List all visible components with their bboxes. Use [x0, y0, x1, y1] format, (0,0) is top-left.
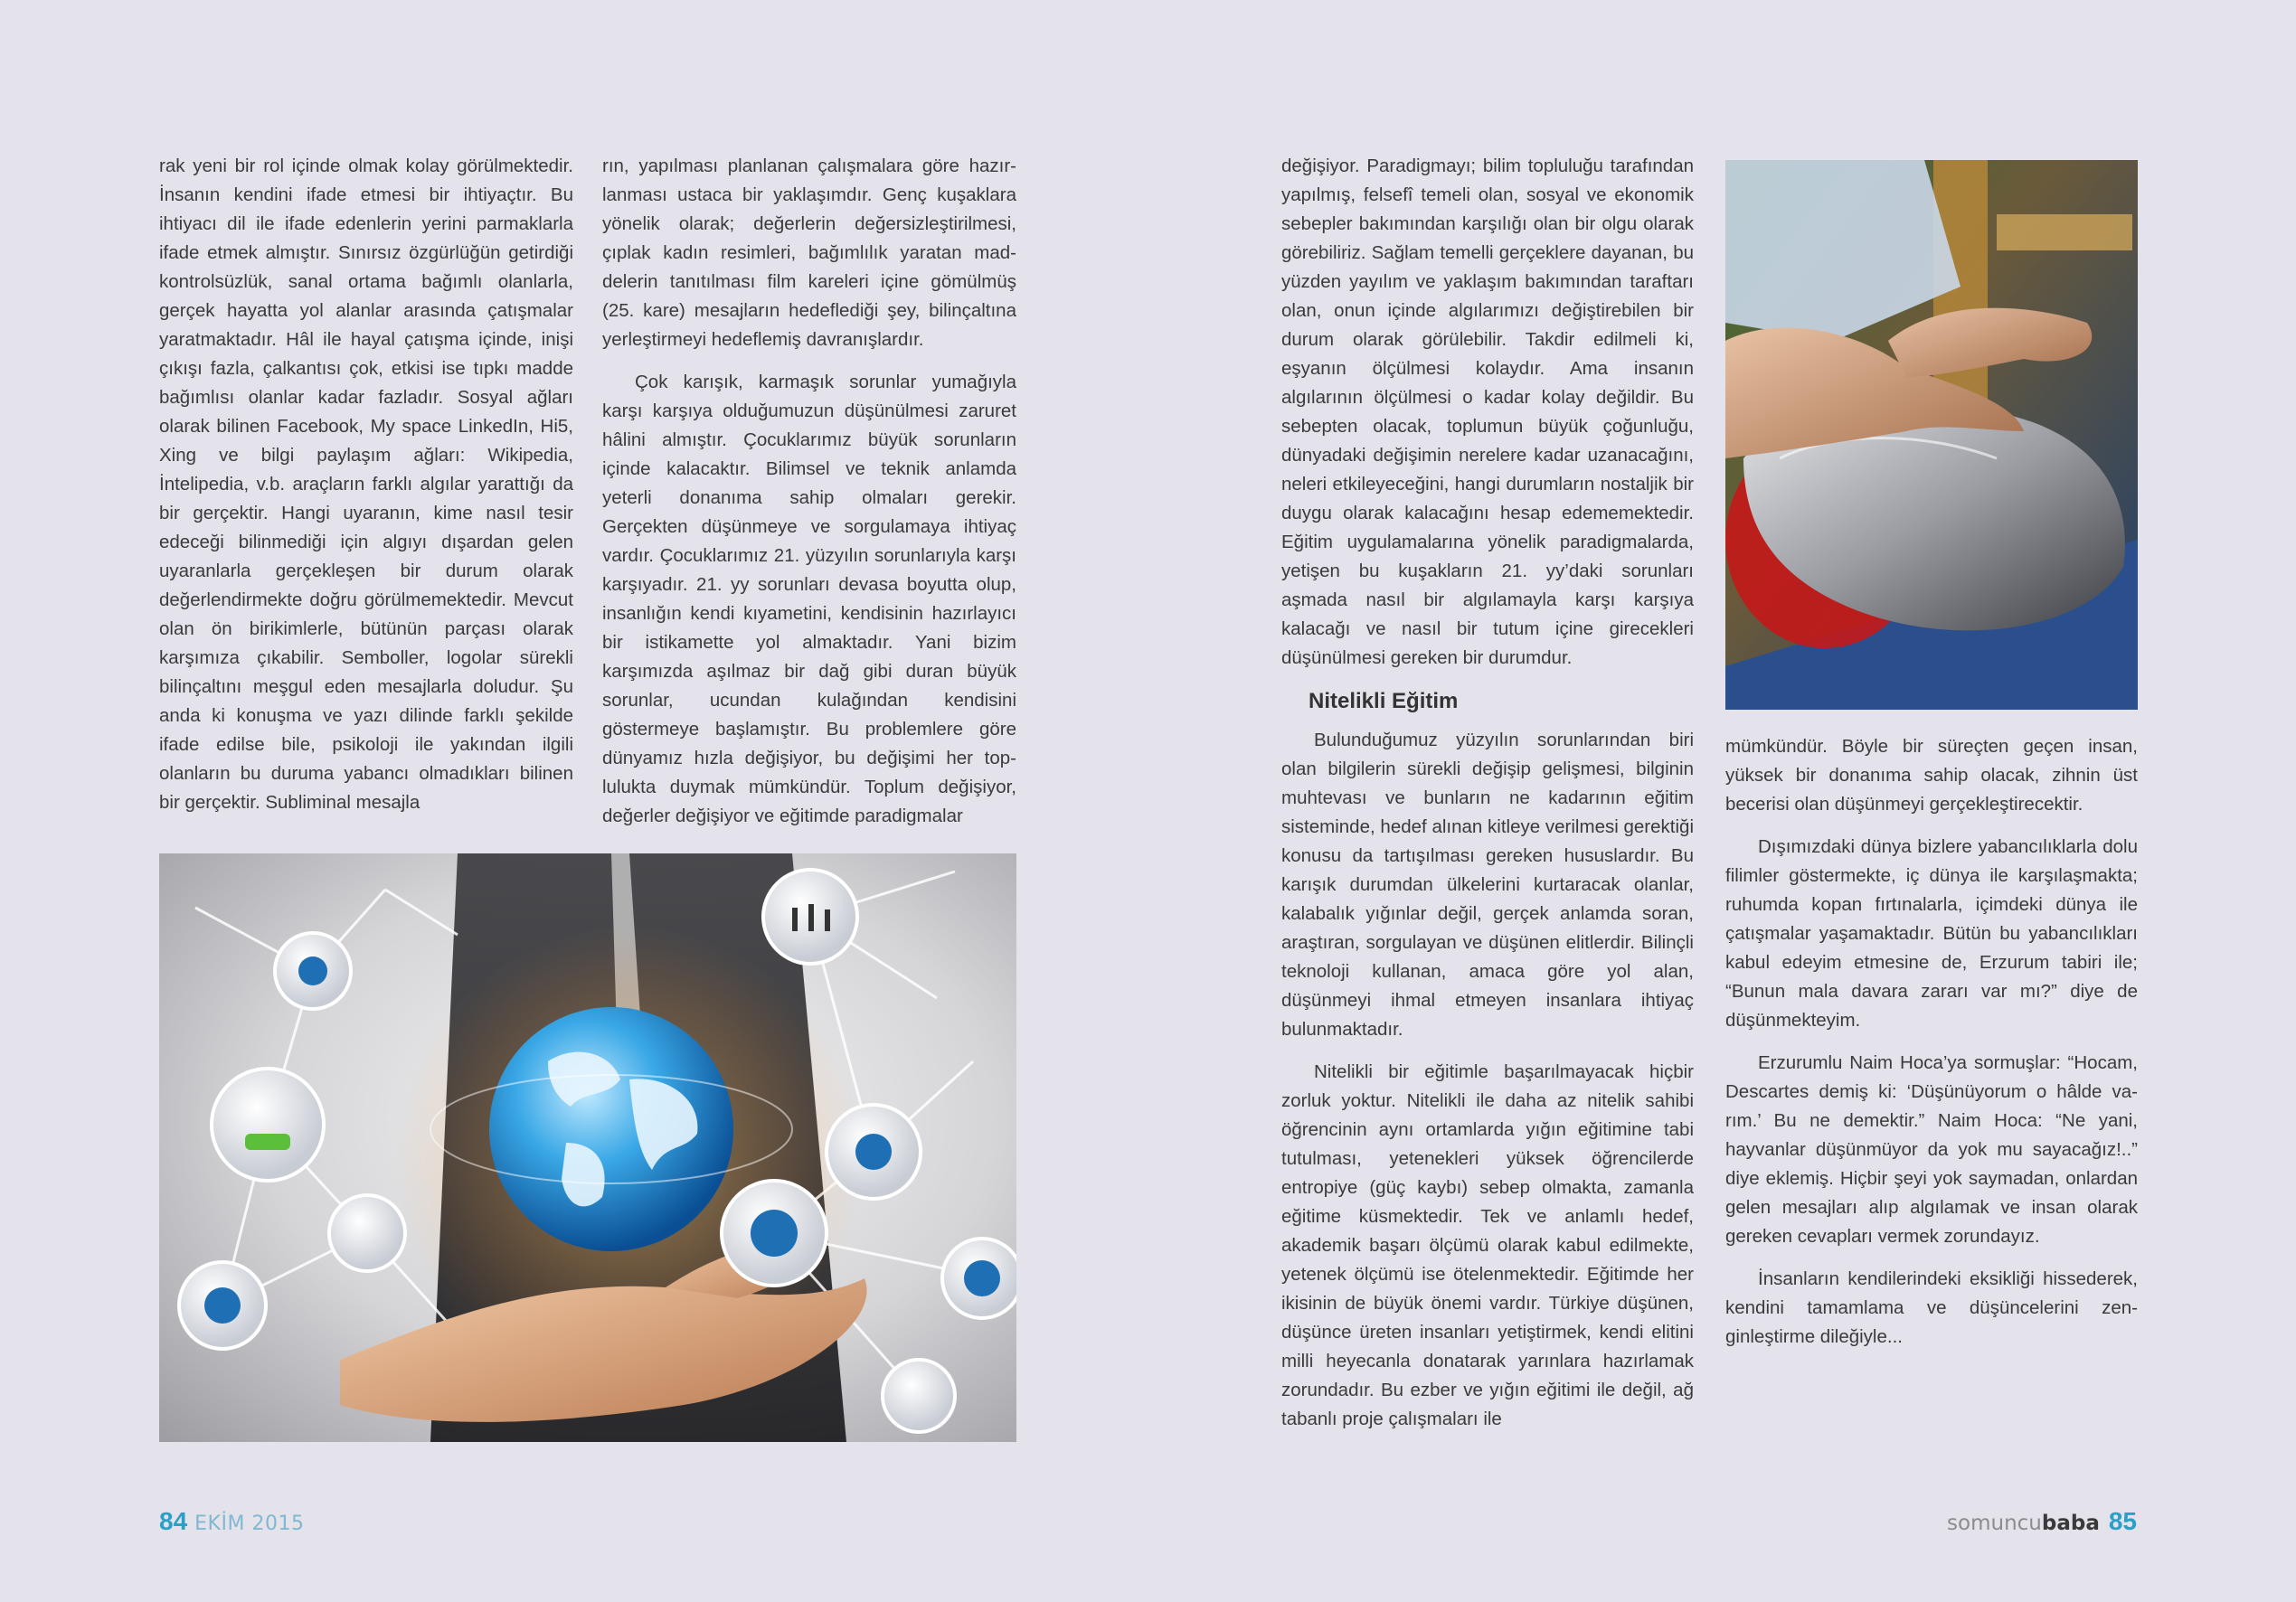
page-number-right: 85: [2108, 1507, 2137, 1535]
paragraph: rak yeni bir rol içinde olmak kolay görülmektedir. İnsanın kendini ifade etmesi bir ihtiyaçtır. Bu ihtiyacı dil ile ifade edenlerin yerini parmaklarla ifade etmek almıştır. Sınırsız özgürlüğün getirdiği kontrolsüzlük, sanal ortama bağımlı olanlarla, gerçek hayatta yol alanlar arasında çatışmalar yaratmaktadır. Hâl ile hayal çatışma içinde, inişi çıkışı fazla, çalkantısı çok, etkisi ise tıpkı madde bağımlısı olanlar kadar fazladır. Sosyal ağları olarak bilinen Facebook, My space LinkedIn, Hi5, Xing ve bilgi paylaşım ağları: Wikipedia, İntelipedia, v.b. araçların farklı algılar yarattığı da bir gerçektir. Hangi uyaranın, kime nasıl tesir edeceği bilinmediği için algıyı dışardan gelen uyaranlarla gerçekleşen bir durum olarak değerlendirmekte doğru görülmemektedir. Mevcut olan ön birikimlerle, bütünün parçası olarak karşımıza çıkabilir. Semboller, logolar sürekli bilinçaltını meşgul eden mesajlarla doludur. Şu anda ki konuşma ve yazı dilinde farklı şekilde ifade edilse bile, psikoloji ile yakından ilgili olanların bu duruma yabancı olmadıkları bilinen bir gerçektir. Subliminal mesajla: [159, 155, 573, 813]
paragraph: Erzurumlu Naim Hoca’ya sormuşlar: “Hocam, Descartes demiş ki: ‘Düşünüyorum o hâlde varım.’ Bu ne demektir.” Naim Hoca: “Ne yani, hayvanlar düşünmüyor da yok mu sayacağız!..” diye eklemiş. Hiçbir şeyi yok saymadan, onlardan gelen mesajları alıp algılamak ve insan olarak gereken cevapları vermek zorundayız.: [1725, 1052, 2138, 1247]
brand-name-part2: baba: [2041, 1512, 2100, 1535]
text-column-2: [602, 152, 1016, 844]
paragraph: İnsanların kendilerindeki eksikliği hissederek, kendini tamamlama ve düşüncelerini zenginleştirme dileğiyle...: [1725, 1268, 2138, 1347]
paragraph: Bulunduğumuz yüzyılın sorunlarından biri olan bilgilerin sürekli değişip gelişmesi, bilginin muhtevası ve bunların ne kadarının eğitim sisteminde, hedef alınan kitleye verilmesi gerektiği konusu da tartışılması gereken hususlardır. Bu karışık durumdan ülkelerini kurtaracak olanlar, kalabalık yığınlar değil, gerçek anlamda soran, araştıran, sorgulayan ve düşünen elitlerdir. Bilinçli teknoloji kullanan, amaca göre yol alan, düşünmeyi ihmal etmeyen insanlara ihtiyaç bulunmaktadır.: [1281, 730, 1694, 1040]
footer-left: [159, 1507, 304, 1536]
paragraph: rın, yapılması planlanan çalışmalara göre hazırlanması ustaca bir yaklaşımdır. Genç kuşaklara yönelik olarak; değerlerin değersizleştirilmesi, çıplak kadın resimleri, bağımlılık yaratan maddelerin tanıtılması film kareleri içine gömülmüş (25. kare) mesajların hedeflediği şey, bilinçaltına yerleştirmeyi hedeflemiş davranışlardır.: [602, 155, 1016, 350]
paragraph: mümkündür. Böyle bir süreçten geçen insan, yüksek bir donanıma sahip olacak, zihnin üst becerisi olan düşünmeyi gerçekleştirecektir.: [1725, 736, 2138, 815]
section-heading: Nitelikli Eğitim: [1309, 689, 1459, 713]
brand-name-part1: somuncu: [1947, 1512, 2042, 1535]
paragraph: Çok karışık, karmaşık sorunlar yumağıyla karşı karşıya olduğumuzun düşünülmesi zaruret hâlini almıştır. Çocuklarımız büyük sorunların içinde kalacaktır. Bilimsel ve teknik anlamda yeterli donanıma sahip olmaları gerekir. Gerçekten düşünmeye ve sorgulamaya ihtiyaç vardır. Çocuklarımız 21. yüzyılın sorunlarıyla karşı karşıyadır. 21. yy sorunları devasa boyutta olup, insanlığın kendi kıyametini, kendisinin hazırlayıcı bir istikamette yol almaktadır. Yani bizim karşımızda aşılmaz bir dağ gibi duran büyük sorunlar, ucundan kulağından kendisini göstermeye başlamıştır. Bu problemlere göre dünyamız hızla değişiyor, bu değişimi her toplulukta duymak mümkündür. Toplum değişiyor, değerler değişiyor ve eğitimde paradigmalar: [602, 372, 1016, 826]
paragraph: değişiyor. Paradigmayı; bilim topluluğu tarafından yapılmış, felsefî temeli olan, sosyal ve ekonomik sebepler bakımından karşılığı olan bir olgu olarak görebiliriz. Sağlam temelli gerçeklere dayanan, bu yüzden yayılım ve yaklaşım bakımından taraftarı olan, onun içinde algılarımızı değiştirebilen bir durum olarak görülebilir. Takdir edilmeli ki, eşyanın ölçülmesi kolaydır. Ama insanın algılarının ölçülmesi o kadar kolay değildir. Bu sebepten olacak, toplumun büyük çoğunluğu, dünyadaki değişimin nerelere kadar uzanacağını, neleri etkileyeceğini, hangi durumların nostaljik bir duygu olarak kalacağını hesap edememektedir. Eğitim uygulamalarına yönelik paradigmalarda, yetişen bu kuşakların 21. yy’daki sorunları aşmada nasıl bir algılamayla karşı karşıya kalacağı ve nasıl bir tutum içine girecekleri düşünülmesi gereken bir durumdur.: [1281, 155, 1694, 668]
computer-mouse-photo: [1725, 160, 2138, 710]
text-column-1: [159, 152, 573, 831]
text-column-4: [1725, 732, 2138, 1365]
paragraph: Nitelikli bir eğitimle başarılmayacak hiçbir zorluk yoktur. Nitelikli ile daha az nitelik sahibi öğrencinin aynı ortamlarda yığın eğitimine tabi tutulması, yetenekleri yüksek öğrencilerde entropiye (güç kaybı) sebep olmakta, zamanla eğitime küsmektedir. Tek ve anlamlı hedef, akademik başarı ölçümü olarak kabul edilmekte, yetenek ölçümü ise ötelenmektedir. Eğitimde her ikisinin de büyük önemi vardır. Türkiye düşünen, düşünce üreten insanları yetiştirmek, kendi elitini milli heyecanla donatarak yarınlara hazırlamak zorundadır. Bu ezber ve yığın eğitimi ile değil, ağ tabanlı proje çalışmaları ile: [1281, 1061, 1694, 1429]
text-column-3: [1281, 152, 1694, 1447]
footer-right: [1947, 1507, 2137, 1536]
paragraph: Dışımızdaki dünya bizlere yabancılıklarla dolu filimler göstermekte, iç dünya ile karşılaşmakta; ruhumda kopan fırtınalarla, içimdeki dünya ile çatışmalar yaşamaktadır. Bütün bu yabancılıkları kabul edeyim etmesine de, Erzurum tabiri ile; “Bunun mala davara zararı var mı?” diye de düşünmekteyim.: [1725, 836, 2138, 1031]
page-number-left: 84: [159, 1507, 188, 1535]
globe-network-image: [159, 853, 1016, 1442]
issue-date: EKİM 2015: [194, 1512, 305, 1535]
